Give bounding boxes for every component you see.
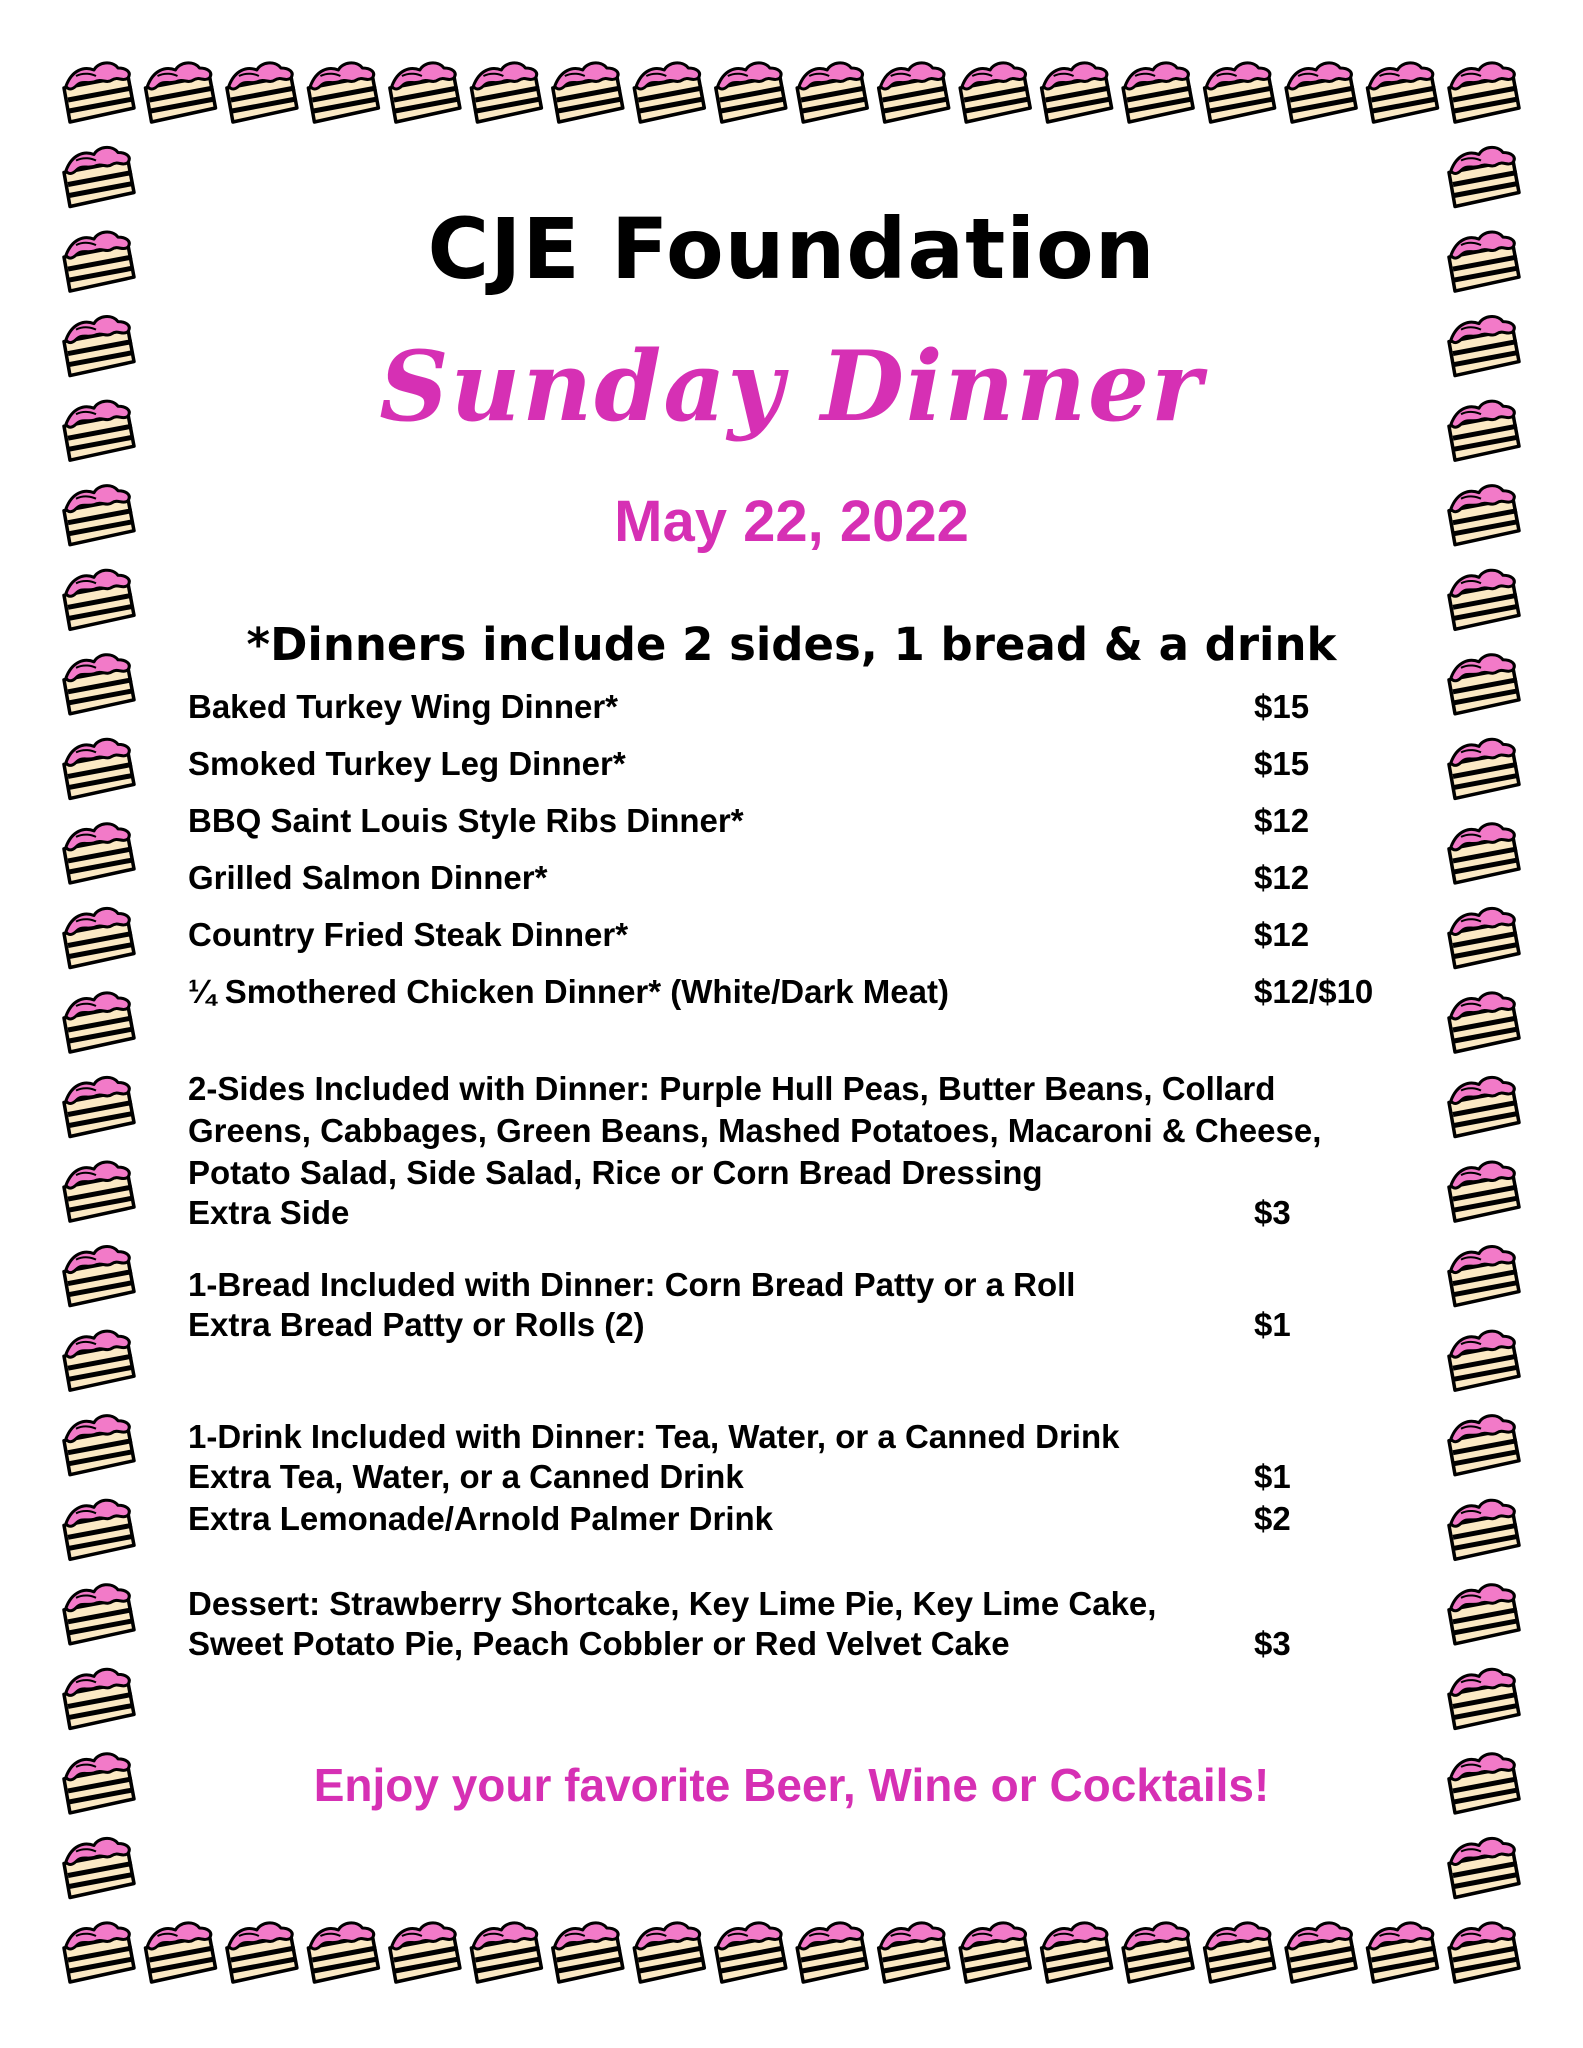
menu-row	[188, 802, 1448, 846]
dinner-price: $12	[1254, 916, 1310, 953]
extra-drink-row	[188, 1458, 1448, 1502]
dessert-row	[188, 1625, 1448, 1669]
drink-section	[188, 1416, 1438, 1458]
event-date: May 22, 2022	[614, 489, 969, 554]
extra-lemonade-row	[188, 1500, 1448, 1544]
dinner-name: Baked Turkey Wing Dinner*	[188, 688, 619, 725]
bread-line: 1-Bread Included with Dinner: Corn Bread Patty or a Roll	[188, 1266, 1076, 1303]
extra-bread-row	[188, 1306, 1448, 1350]
dessert-line: Dessert: Strawberry Shortcake, Key Lime Pie, Key Lime Cake,	[188, 1585, 1157, 1622]
sides-section	[188, 1068, 1438, 1194]
extra-drink-label: Extra Tea, Water, or a Canned Drink	[188, 1458, 744, 1495]
dinner-name: Country Fried Steak Dinner*	[188, 916, 629, 953]
menu-row	[188, 688, 1448, 732]
drink-line: 1-Drink Included with Dinner: Tea, Water, or a Canned Drink	[188, 1418, 1120, 1455]
extra-lemonade-price: $2	[1254, 1500, 1291, 1537]
dinner-price: $12	[1254, 859, 1310, 896]
sides-line: Potato Salad, Side Salad, Rice or Corn Bread Dressing	[188, 1154, 1043, 1191]
page-title: CJE Foundation	[427, 200, 1156, 298]
menu-row	[188, 916, 1448, 960]
dinner-price: $15	[1254, 745, 1310, 782]
dinner-name: Grilled Salmon Dinner*	[188, 859, 548, 896]
extra-bread-label: Extra Bread Patty or Rolls (2)	[188, 1306, 645, 1343]
dessert-label: Sweet Potato Pie, Peach Cobbler or Red Velvet Cake	[188, 1625, 1010, 1662]
extra-side-row	[188, 1194, 1448, 1238]
bread-section	[188, 1264, 1438, 1306]
extra-lemonade-label: Extra Lemonade/Arnold Palmer Drink	[188, 1500, 773, 1537]
dinner-name: BBQ Saint Louis Style Ribs Dinner*	[188, 802, 744, 839]
menu-row	[188, 745, 1448, 789]
extra-side-label: Extra Side	[188, 1194, 350, 1231]
dinner-price: $15	[1254, 688, 1310, 725]
menu-row	[188, 973, 1448, 1017]
extra-drink-price: $1	[1254, 1458, 1291, 1495]
menu-row	[188, 859, 1448, 903]
dessert-section	[188, 1583, 1438, 1625]
dinner-name: ¼ Smothered Chicken Dinner* (White/Dark Meat)	[188, 973, 949, 1010]
footer-message: Enjoy your favorite Beer, Wine or Cocktails!	[313, 1759, 1270, 1811]
sides-line: 2-Sides Included with Dinner: Purple Hull Peas, Butter Beans, Collard	[188, 1070, 1276, 1107]
dessert-price: $3	[1254, 1625, 1291, 1662]
dinner-price: $12/$10	[1254, 973, 1374, 1010]
dinner-name: Smoked Turkey Leg Dinner*	[188, 745, 626, 782]
dinner-note: *Dinners include 2 sides, 1 bread & a drink	[246, 618, 1337, 671]
dinner-price: $12	[1254, 802, 1310, 839]
event-subtitle: Sunday Dinner	[379, 330, 1204, 443]
extra-bread-price: $1	[1254, 1306, 1291, 1343]
extra-side-price: $3	[1254, 1194, 1291, 1231]
sides-line: Greens, Cabbages, Green Beans, Mashed Potatoes, Macaroni & Cheese,	[188, 1112, 1322, 1149]
